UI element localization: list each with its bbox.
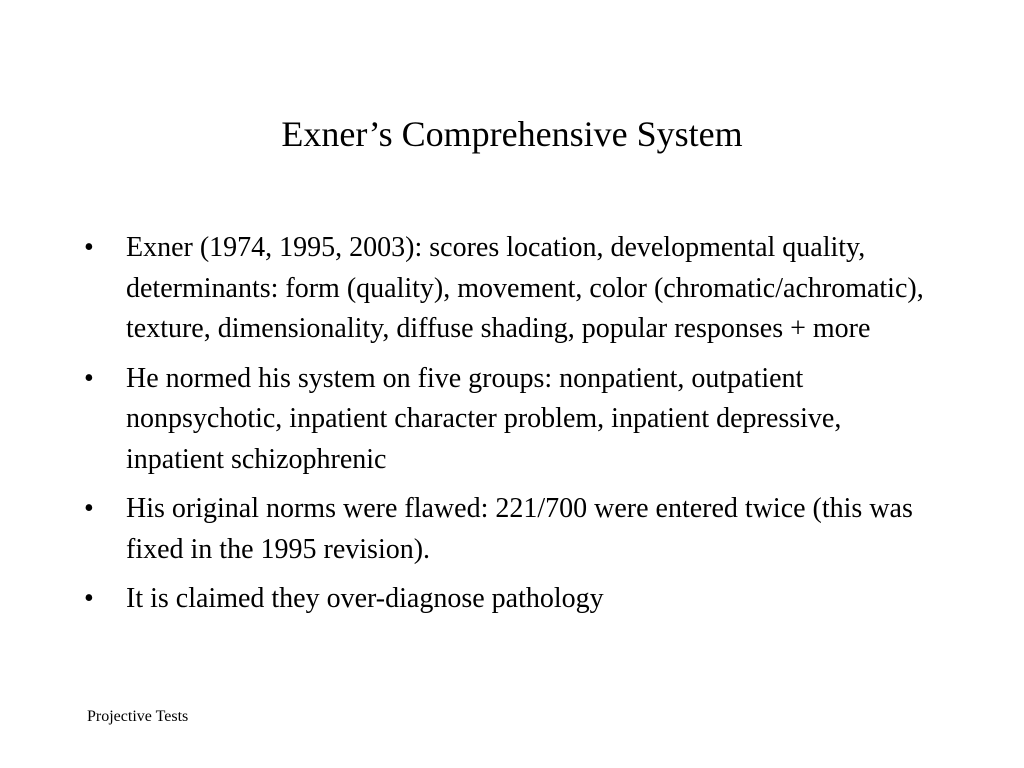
slide-title: Exner’s Comprehensive System [281,114,743,154]
bullet-icon: • [84,232,94,263]
bullet-item [84,579,944,620]
bullet-item [84,489,944,570]
bullet-item [84,359,944,481]
bullet-item [84,228,944,350]
bullet-icon: • [84,583,94,614]
bullet-icon: • [84,362,94,394]
bullet-text: His original norms were flawed: 221/700 were entered twice (this was fixed in the 1995 revision). [126,493,913,565]
bullet-list [84,228,944,629]
bullet-text: Exner (1974, 1995, 2003): scores location, developmental quality, determinants: form (quality), movement, color (chromatic/achromatic), texture, dimensionality, diffuse shading, popular responses + more [126,232,924,344]
slide-footer: Projective Tests [87,708,189,725]
bullet-text: It is claimed they over-diagnose pathology [126,583,604,614]
bullet-icon: • [84,493,94,524]
bullet-text: He normed his system on five groups: nonpatient, outpatient nonpsychotic, inpatient character problem, inpatient depressive, inpatient schizophrenic [126,362,842,475]
